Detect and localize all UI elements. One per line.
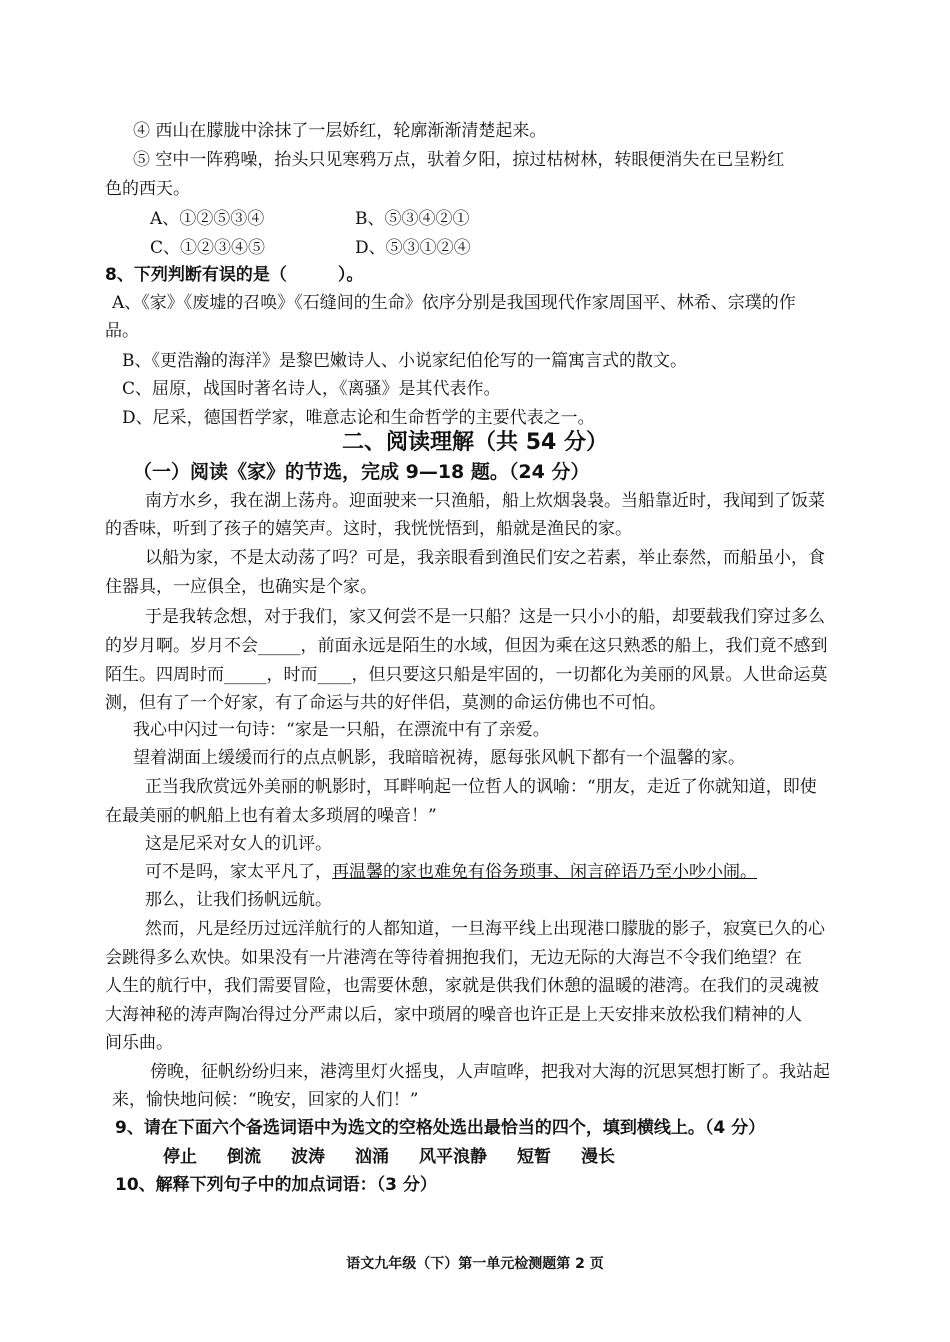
passage-p5: 望着湖面上缓缓而行的点点帆影，我暗暗祝祷，愿每张风帆下都有一个温馨的家。 — [133, 748, 745, 768]
choice-row-2 — [150, 235, 471, 261]
word-choice: 汹涌 — [355, 1147, 389, 1167]
option-item-5-cont: 色的西天。 — [105, 179, 190, 199]
word-choice: 倒流 — [227, 1147, 261, 1167]
passage-p10-line2: 会跳得多么欢快。如果没有一片港湾在等待着拥抱我们，无边无际的大海岂不令我们绝望？在 — [105, 948, 802, 968]
q8-option-b: B、《更浩瀚的海洋》是黎巴嫩诗人、小说家纪伯伦写的一篇寓言式的散文。 — [122, 351, 687, 371]
passage-text: 的岁月啊。岁月不会 — [105, 636, 258, 656]
passage-p3-line2 — [105, 633, 828, 659]
word-choice: 短暂 — [517, 1147, 551, 1167]
passage-p10-line3: 人生的航行中，我们需要冒险，也需要休憩，家就是供我们休憩的温暖的港湾。在我们的灵魂被 — [105, 976, 819, 996]
passage-p4: 我心中闪过一句诗：“家是一只船，在漂流中有了亲爱。 — [133, 720, 550, 740]
option-item-4: ④ 西山在朦胧中涂抹了一层娇红，轮廓渐渐清楚起来。 — [133, 121, 547, 141]
passage-p10-line4: 大海神秘的涛声陶冶得过分严肃以后，家中琐屑的噪音也许正是上天安排来放松我们精神的人 — [105, 1005, 802, 1025]
passage-p9: 那么，让我们扬帆远航。 — [145, 890, 332, 910]
section-subtitle: （一）阅读《家》的节选，完成 9—18 题。（24 分） — [133, 461, 590, 483]
passage-p3: 于是我转念想，对于我们，家又何尝不是一只船？这是一只小小的船，却要载我们穿过多么 — [145, 607, 825, 627]
passage-p1: 南方水乡，我在湖上荡舟。迎面驶来一只渔船，船上炊烟袅袅。当船靠近时，我闻到了饭菜 — [145, 491, 825, 511]
passage-p6: 正当我欣赏远外美丽的帆影时，耳畔响起一位哲人的讽喻：“朋友，走近了你就知道，即使 — [145, 777, 817, 797]
passage-p10-line5: 间乐曲。 — [105, 1033, 173, 1053]
passage-p2: 以船为家，不是太动荡了吗？可是，我亲眼看到渔民们安之若素，举止泰然，而船虽小，食 — [145, 548, 825, 568]
passage-text: ，但只要这只船是牢固的，一切都化为美丽的风景。人世命运莫 — [351, 665, 828, 685]
word-choice: 漫长 — [581, 1147, 615, 1167]
q8-option-c: C、屈原，战国时著名诗人，《离骚》是其代表作。 — [122, 379, 501, 399]
option-item-5: ⑤ 空中一阵鸦噪，抬头只见寒鸦万点，驮着夕阳，掠过枯树林，转眼便消失在已呈粉红 — [133, 150, 785, 170]
blank-2: _____ — [224, 665, 267, 685]
choice-a: A、①②⑤③④ — [150, 209, 265, 229]
passage-text: ，时而 — [266, 665, 318, 685]
word-choice: 风平浪静 — [419, 1147, 487, 1167]
passage-text: 陌生。四周时而 — [105, 665, 224, 685]
section-title: 二、阅读理解（共 54 分） — [342, 430, 608, 455]
blank-3: ____ — [317, 665, 352, 685]
passage-p3-line3 — [105, 662, 828, 688]
q8-option-a: A、《家》《废墟的召唤》《石缝间的生命》依序分别是我国现代作家周国平、林希、宗璞的作 — [112, 293, 796, 313]
question-8-stem: 8、下列判断有误的是（ ）。 — [105, 265, 364, 285]
page-footer: 语文九年级（下）第一单元检测题第 2 页 — [346, 1256, 604, 1272]
choice-b: B、⑤③④②① — [355, 209, 470, 229]
passage-p11: 傍晚，征帆纷纷归来，港湾里灯火摇曳，人声喧哗，把我对大海的沉思冥想打断了。我站起 — [150, 1062, 830, 1082]
passage-p11-cont: 来，愉快地问候：“晚安，回家的人们！” — [112, 1090, 419, 1110]
word-choices — [163, 1144, 645, 1170]
word-choice: 波涛 — [291, 1147, 325, 1167]
passage-p6-cont: 在最美丽的帆船上也有着太多琐屑的噪音！” — [105, 806, 437, 826]
question-10-stem: 10、解释下列句子中的加点词语：（3 分） — [115, 1175, 437, 1195]
choice-row-1 — [150, 206, 470, 232]
passage-text: 可不是吗，家太平凡了， — [145, 862, 332, 882]
passage-p10: 然而，凡是经历过远洋航行的人都知道，一旦海平线上出现港口朦胧的影子，寂寞已久的心 — [145, 919, 825, 939]
word-choice: 停止 — [163, 1147, 197, 1167]
q8-option-a-cont: 品。 — [105, 321, 139, 341]
passage-p8 — [145, 859, 757, 885]
choice-d: D、⑤③①②④ — [355, 238, 471, 258]
passage-p3-line4: 测，但有了一个好家，有了命运与共的好伴侣，莫测的命运仿佛也不可怕。 — [105, 693, 666, 713]
passage-text: ，前面永远是陌生的水域，但因为乘在这只熟悉的船上，我们竟不感到 — [300, 636, 828, 656]
passage-p7: 这是尼采对女人的讥评。 — [145, 834, 332, 854]
q8-option-d: D、尼采，德国哲学家，唯意志论和生命哲学的主要代表之一。 — [122, 408, 595, 428]
choice-c: C、①②③④⑤ — [150, 238, 266, 258]
underlined-sentence: 再温馨的家也难免有俗务琐事、闲言碎语乃至小吵小闹。 — [332, 862, 757, 882]
question-9-stem: 9、请在下面六个备选词语中为选文的空格处选出最恰当的四个，填到横线上。（4 分） — [115, 1118, 766, 1138]
passage-p1-cont: 的香味，听到了孩子的嬉笑声。这时，我恍恍悟到，船就是渔民的家。 — [105, 519, 632, 539]
passage-p2-cont: 住器具，一应俱全，也确实是个家。 — [105, 577, 377, 597]
blank-1: _____ — [258, 636, 301, 656]
